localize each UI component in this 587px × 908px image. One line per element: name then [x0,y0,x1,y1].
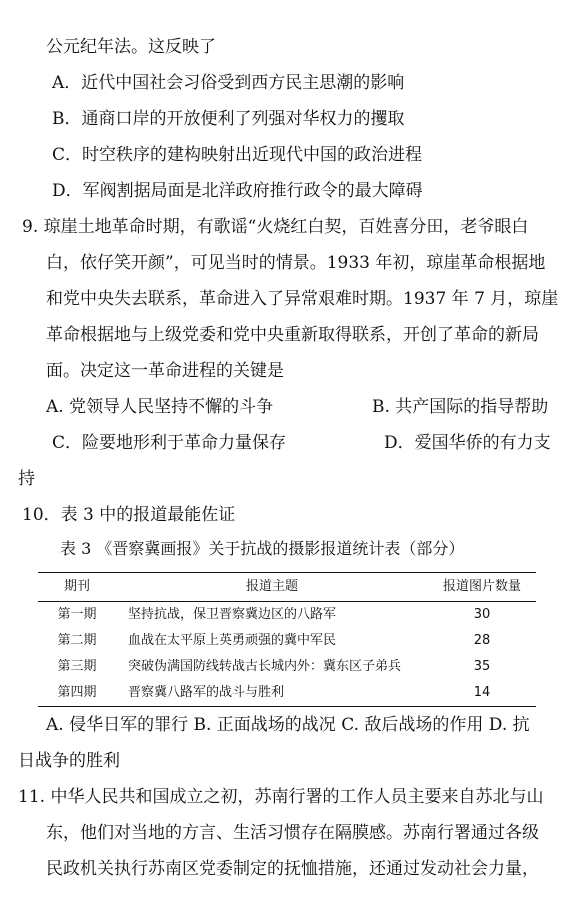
table-caption: 表 3 《晋察冀画报》关于抗战的摄影报道统计表（部分） [60,539,465,558]
q8-stem-tail: 公元纪年法。这反映了 [46,37,216,57]
report-table [38,572,536,707]
q11-line-2: 东，他们对当地的方言、生活习惯存在隔膜感。苏南行署通过各级 [46,823,539,843]
q10-options-tail: 日战争的胜利 [18,751,120,771]
table-header-row [38,573,536,601]
q9-line-3: 和党中央失去联系，革命进入了异常艰难时期。1937 年 7 月，琼崖 [46,289,559,309]
cell-theme: 血战在太平原上英勇顽强的冀中军民 [128,633,337,648]
q11-line-1: 11. 中华人民共和国成立之初，苏南行署的工作人员主要来自苏北与山 [18,787,544,807]
cell-issue: 第二期 [57,633,97,648]
cell-theme: 晋察冀八路军的战斗与胜利 [128,685,285,700]
q9-option-c: C．险要地形利于革命力量保存 [52,433,287,453]
q8-option-b: B．通商口岸的开放便利了列强对华权力的攫取 [52,109,405,129]
cell-count: 14 [473,685,491,700]
q9-line-2: 白，依仔笑开颜”，可见当时的情景。1933 年初，琼崖革命根据地 [46,253,546,273]
q8-option-c: C．时空秩序的建构映射出近现代中国的政治进程 [52,145,423,165]
header-count: 报道图片数量 [442,579,521,594]
q9-option-d: D．爱国华侨的有力支 [384,433,551,453]
table-row [38,680,536,706]
q9-line-4: 革命根据地与上级党委和党中央重新取得联系，开创了革命的新局 [46,325,539,345]
header-issue: 期刊 [63,579,90,594]
cell-theme: 坚持抗战，保卫晋察冀边区的八路军 [128,607,337,622]
q9-line-1: 9. 琼崖土地革命时期，有歌谣“火烧红白契，百姓喜分田，老爷眼白 [22,217,529,237]
q10-stem: 10．表 3 中的报道最能佐证 [22,505,236,525]
q11-line-3: 民政机关执行苏南区党委制定的抚恤措施，还通过发动社会力量， [46,859,539,879]
cell-issue: 第三期 [57,659,97,674]
cell-theme: 突破伪满国防线转战古长城内外：冀东区子弟兵 [128,659,402,674]
cell-issue: 第四期 [57,685,97,700]
q10-options: A. 侵华日军的罪行 B. 正面战场的战况 C. 敌后战场的作用 D. 抗 [46,715,530,735]
header-theme: 报道主题 [245,579,298,594]
cell-count: 35 [473,659,491,674]
table-row [38,654,536,680]
cell-count: 30 [473,607,491,622]
table-rule-bottom [38,706,536,707]
cell-count: 28 [473,633,491,648]
q8-option-d: D．军阀割据局面是北洋政府推行政令的最大障碍 [52,181,423,201]
q8-option-a: A．近代中国社会习俗受到西方民主思潮的影响 [52,73,405,93]
table-row [38,602,536,628]
cell-issue: 第一期 [57,607,97,622]
q9-option-d-tail: 持 [18,469,35,489]
table-row [38,628,536,654]
q9-option-a: A. 党领导人民坚持不懈的斗争 [46,397,274,417]
q9-option-b: B. 共产国际的指导帮助 [372,397,549,417]
q9-line-5: 面。决定这一革命进程的关键是 [46,361,284,381]
